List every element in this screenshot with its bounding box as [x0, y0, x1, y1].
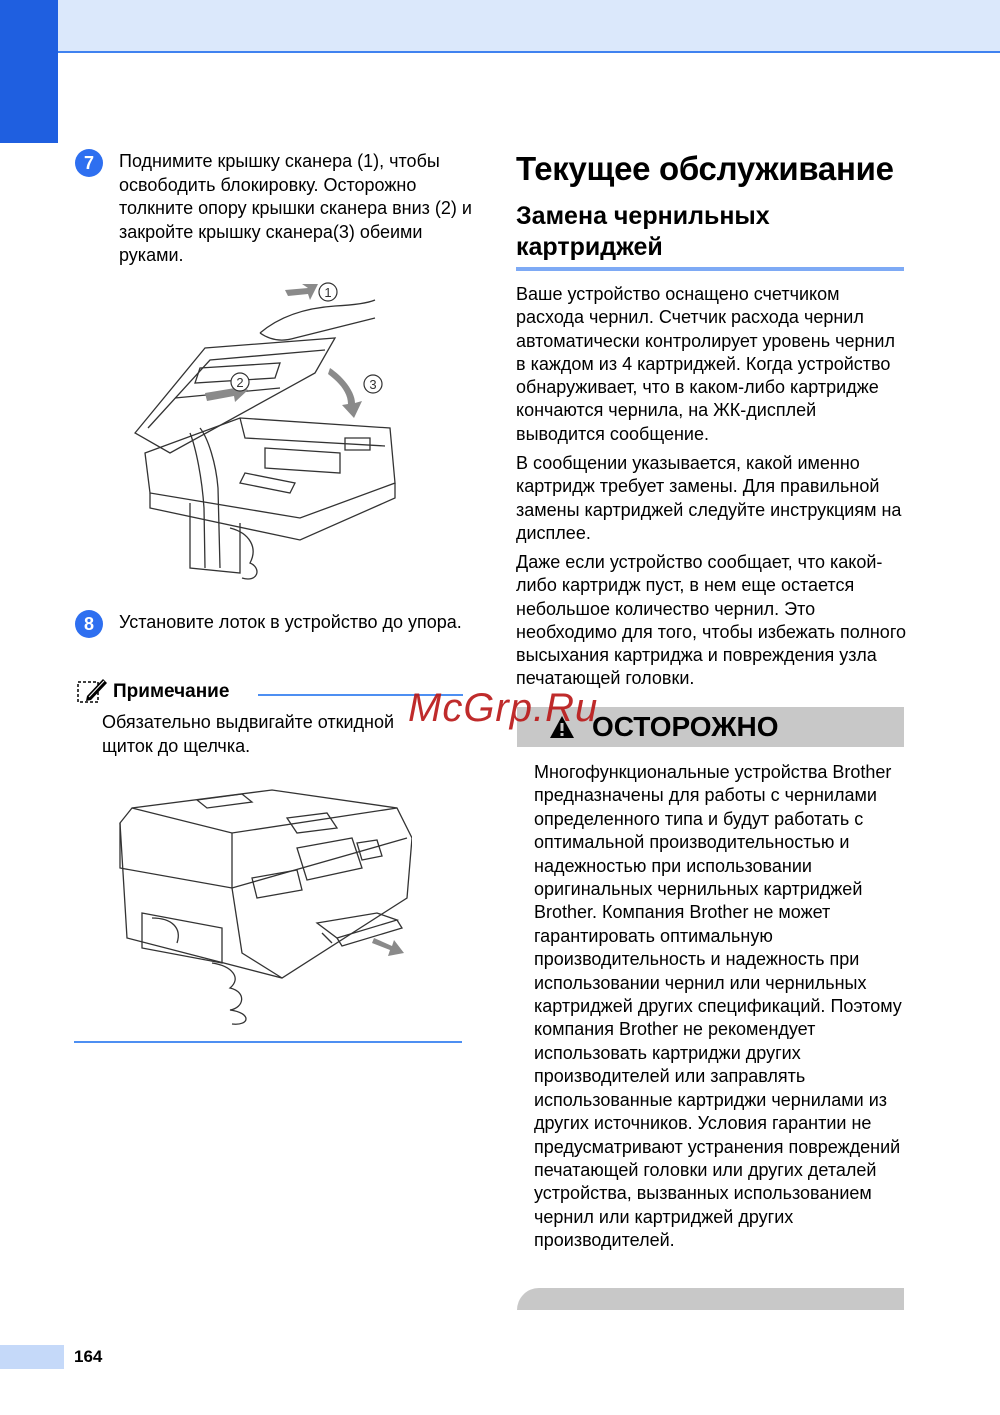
header-rule: [58, 51, 1000, 53]
step-text: Установите лоток в устройство до упора.: [119, 612, 462, 632]
note-bottom-rule: [74, 1041, 462, 1043]
header-band: [0, 0, 1000, 52]
caution-footer: [517, 1288, 904, 1310]
footer-band: [0, 1345, 64, 1369]
chapter-tab: [0, 0, 58, 143]
section-subtitle: Замена чернильных картриджей: [516, 202, 770, 261]
step-number-badge: 8: [75, 610, 103, 638]
callout-2: 2: [236, 375, 244, 390]
step-text: Поднимите крышку сканера (1), чтобы освободить блокировку. Осторожно толкните опору крышки сканера вниз (2) и закройте крышку сканера(3) обеими руками.: [119, 151, 472, 265]
subtitle-rule: [516, 267, 904, 271]
callout-1: 1: [324, 285, 332, 300]
note-title: Примечание: [113, 681, 230, 702]
caution-text: Многофункциональные устройства Brother предназначены для работы с чернилами определенного типа и будут работать с оптимальной производительностью и надежностью при использовании оригинальных чернильных картриджей Brother. Компания Brother не может гарантировать оптимальную производительность и надежность при использовании чернил или чернильных картриджей других спецификаций. Поэтому компания Brother не рекомендует использовать картриджи других производителей или заправлять использованные картриджи чернилами из других источников. Условия гарантии не предусматривают устранения повреждений печатающей головки или других деталей устройства, вызванных использованием чернил или картриджей других производителей.: [534, 762, 902, 1251]
caution-title: ОСТОРОЖНО: [592, 711, 779, 742]
paragraph: Даже если устройство сообщает, что какой-либо картридж пуст, в нем еще остается небольшое количество чернил. Это необходимо для того, чтобы избежать полного высыхания картриджа и повреждения узла печатающей головки.: [516, 552, 906, 689]
note-pencil-icon: [77, 676, 109, 704]
paragraph: Ваше устройство оснащено счетчиком расхода чернил. Счетчик расхода чернил автоматически контролирует уровень чернил в каждом из 4 картриджей. Когда устройство обнаруживает, что в каком-либо картридже кончаются чернила, на ЖК-дисплей выводится сообщение.: [516, 284, 895, 444]
paragraph: В сообщении указывается, какой именно картридж требует замены. Для правильной замены картриджей следуйте инструкциям на дисплее.: [516, 453, 902, 543]
watermark: McGrp.Ru: [408, 686, 599, 730]
paper-tray-illustration: [112, 778, 412, 1028]
section-title: Текущее обслуживание: [516, 150, 894, 187]
page-number: 164: [74, 1347, 103, 1366]
callout-3: 3: [369, 377, 377, 392]
note-header: [75, 676, 463, 706]
note-text: Обязательно выдвигайте откидной щиток до щелчка.: [102, 712, 395, 756]
scanner-cover-illustration: [130, 278, 420, 598]
step-number-badge: 7: [75, 149, 103, 177]
